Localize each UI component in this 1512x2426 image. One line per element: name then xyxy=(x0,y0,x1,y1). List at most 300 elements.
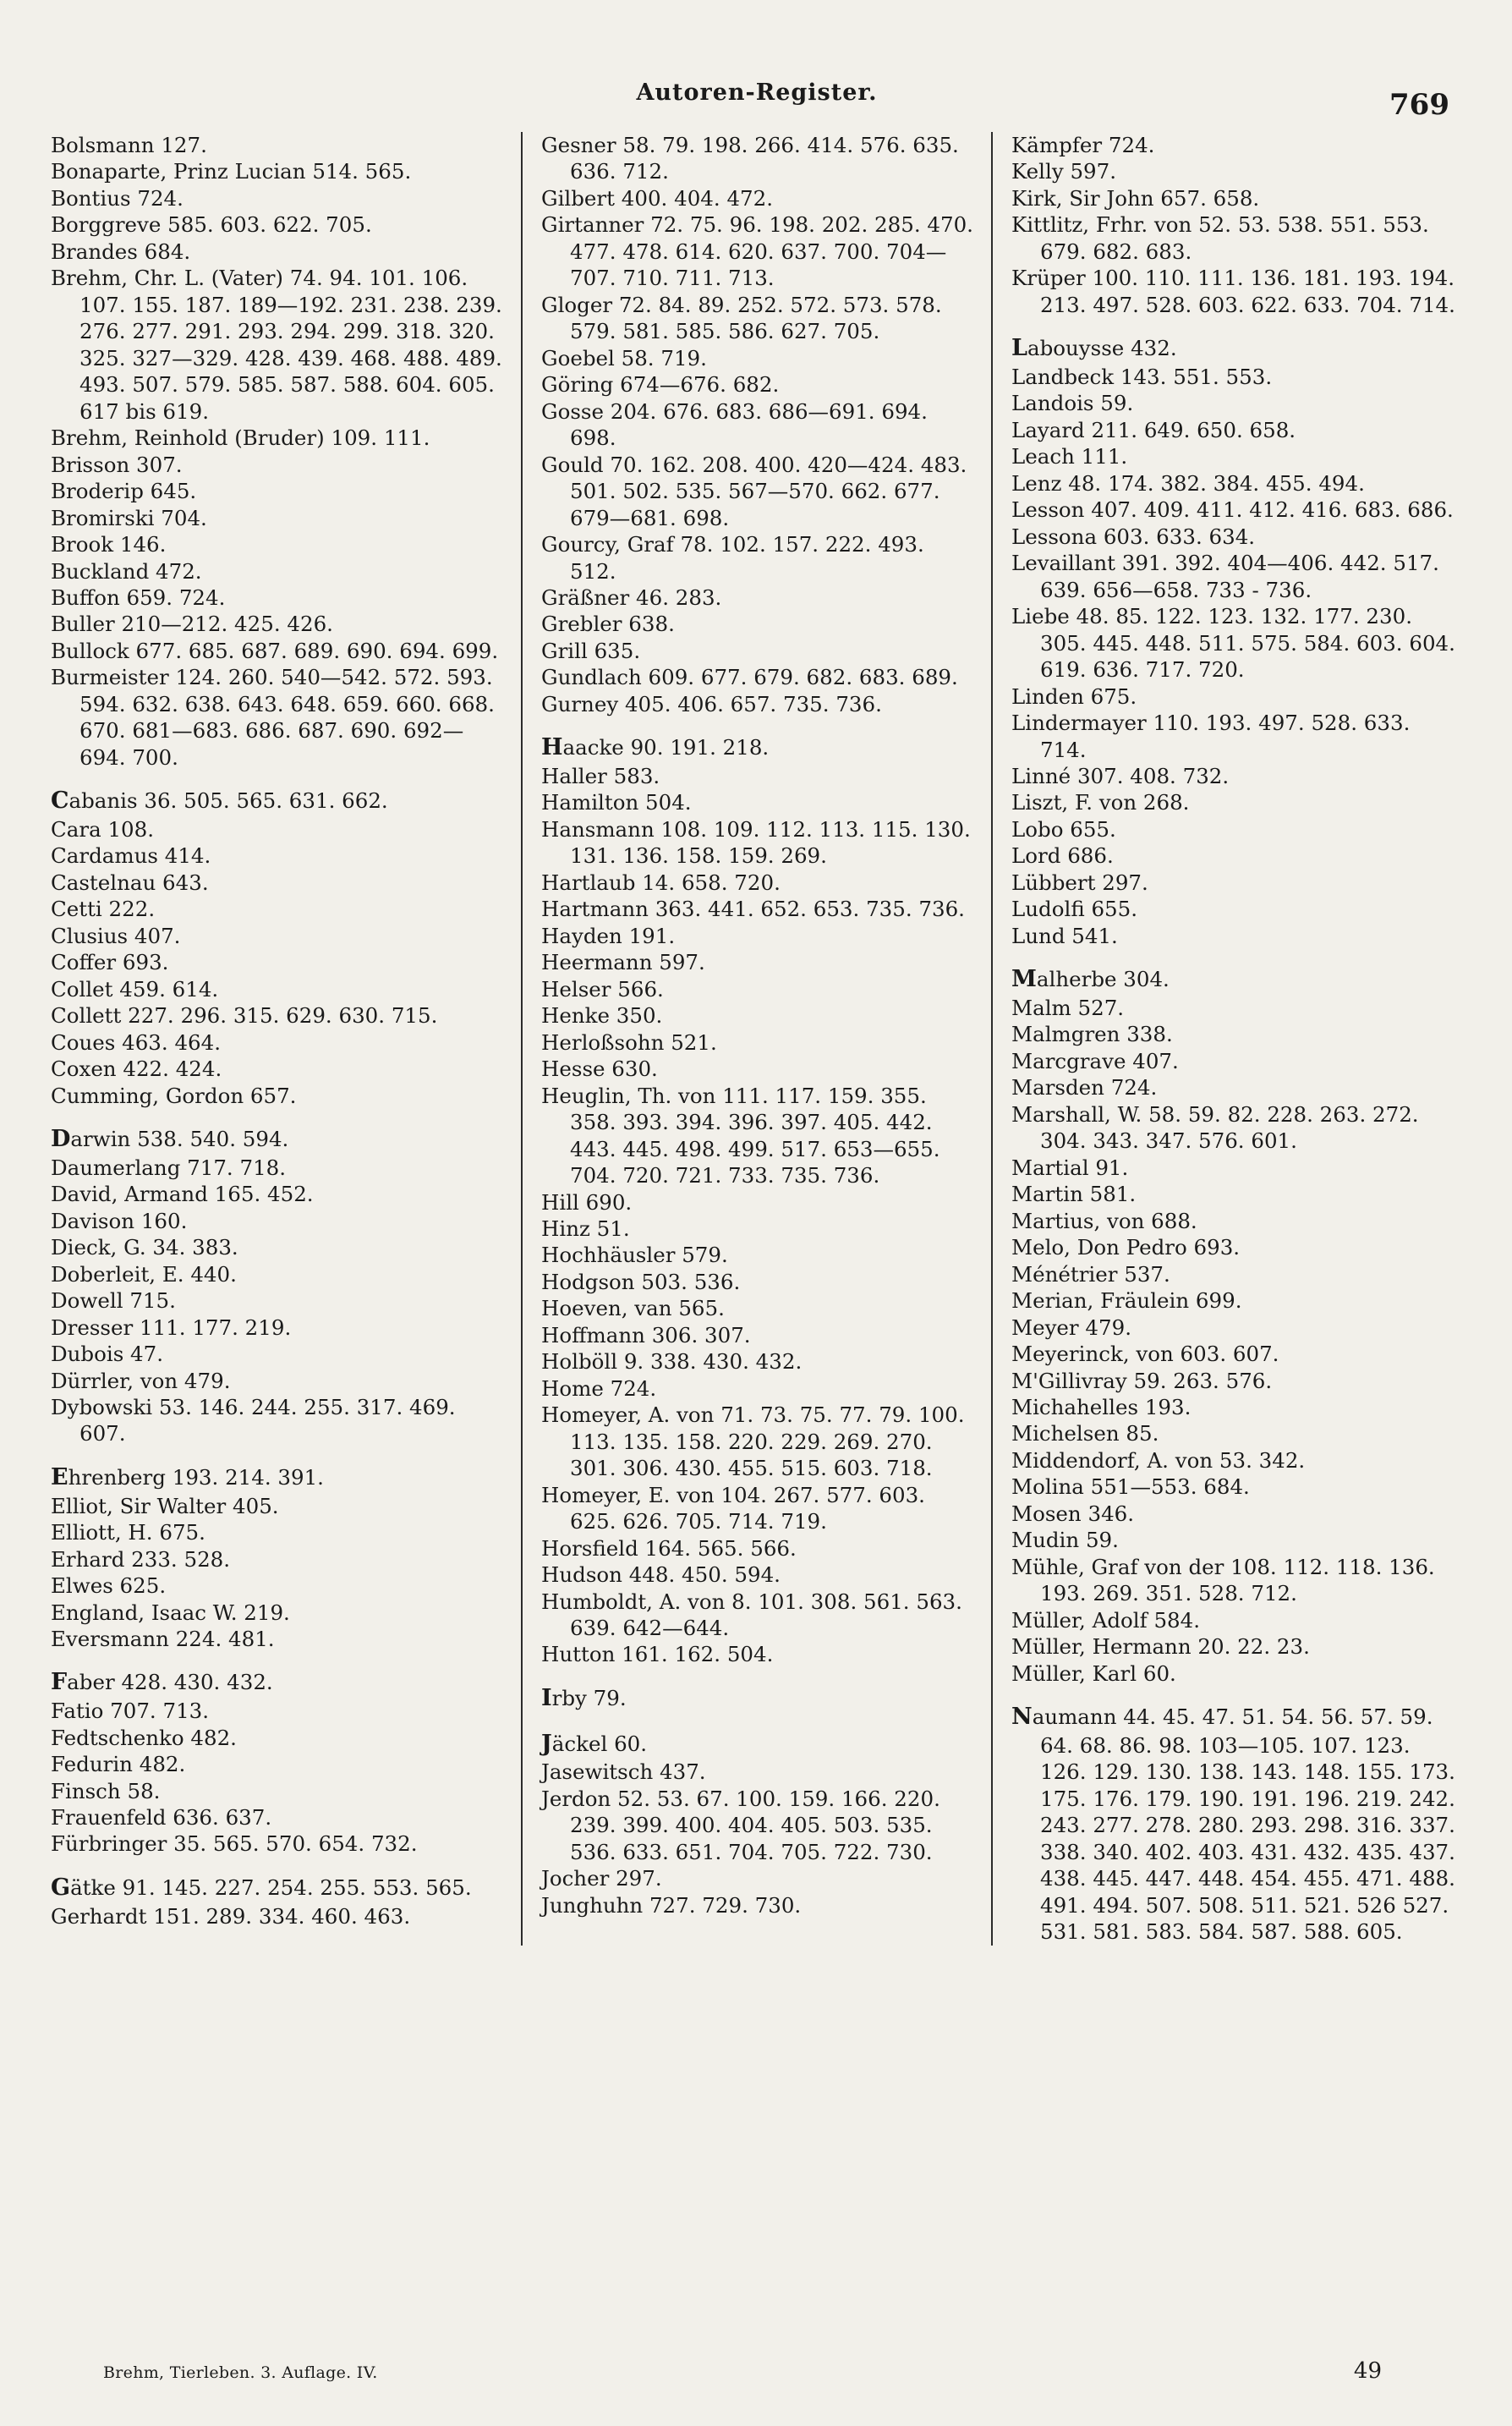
page-number: 769 xyxy=(1389,88,1449,122)
index-entry xyxy=(51,611,502,637)
entry-text: Mudin 59. xyxy=(1011,1528,1119,1553)
index-entry xyxy=(541,1535,974,1562)
entry-text: Eversmann 224. 481. xyxy=(51,1626,275,1651)
index-entry xyxy=(1011,1474,1461,1500)
entry-text: Dieck, G. 34. 383. xyxy=(51,1235,238,1260)
index-entry xyxy=(1011,390,1461,416)
entry-text: Göring 674—676. 682. xyxy=(541,372,780,398)
index-entry xyxy=(1011,789,1461,815)
entry-text: Hutton 161. 162. 504. xyxy=(541,1642,774,1667)
index-entry xyxy=(51,452,502,478)
index-entry xyxy=(541,1242,974,1268)
entry-text: Hartlaub 14. 658. 720. xyxy=(541,870,781,895)
index-entry xyxy=(51,870,502,896)
page-content xyxy=(51,59,1463,2384)
index-entry xyxy=(51,1519,502,1545)
entry-text: Girtanner 72. 75. 96. 198. 202. 285. 470. 477. 478. 614. 620. 637. 700. 704—707. 710. 711. 713. xyxy=(541,212,980,291)
index-entry xyxy=(541,949,974,975)
entry-text: Kämpfer 724. xyxy=(1011,133,1155,157)
index-entry xyxy=(541,345,974,371)
index-entry xyxy=(541,1322,974,1348)
index-entry xyxy=(541,1216,974,1242)
entry-text: Brandes 684. xyxy=(51,239,191,264)
entry-text: Coues 463. 464. xyxy=(51,1029,222,1055)
entry-text: Haller 583. xyxy=(541,764,660,788)
entry-text: Buckland 472. xyxy=(51,558,202,584)
entry-text: Broderip 645. xyxy=(51,479,197,504)
index-entry xyxy=(51,1394,502,1447)
entry-text: Holböll 9. 338. 430. 432. xyxy=(541,1349,803,1375)
index-entry xyxy=(1011,185,1461,211)
entry-initial: N xyxy=(1011,1704,1033,1731)
signature-mark: 49 xyxy=(1353,2358,1382,2384)
index-entry xyxy=(1011,497,1461,523)
entry-text: Leach 111. xyxy=(1011,444,1128,469)
index-entry xyxy=(541,1056,974,1082)
entry-text: Hamilton 504. xyxy=(541,790,692,815)
index-entry xyxy=(1011,683,1461,710)
entry-text: Liebe 48. 85. 122. 123. 132. 177. 230. 305. 445. 448. 511. 575. 584. 603. 604. 619. 636. 717. 720. xyxy=(1011,604,1462,683)
index-entry xyxy=(51,1261,502,1287)
entry-text: Horsfield 164. 565. 566. xyxy=(541,1535,797,1561)
index-entry xyxy=(1011,1021,1461,1047)
index-entry xyxy=(1011,417,1461,443)
index-entry xyxy=(541,1759,974,1785)
entry-text: Marsden 724. xyxy=(1011,1075,1158,1100)
entry-text: Frauenfeld 636. 637. xyxy=(51,1805,272,1830)
index-entry xyxy=(1011,265,1461,318)
entry-text: arwin 538. 540. 594. xyxy=(70,1127,289,1152)
entry-text: Meyer 479. xyxy=(1011,1315,1131,1340)
entry-text: Borggreve 585. 603. 622. 705. xyxy=(51,212,372,238)
entry-text: Heuglin, Th. von 111. 117. 159. 355. 358. 393. 394. 396. 397. 405. 442. 443. 445. 498. 499. 517. 653—655. 704. 720. 721. 733. 735. 736. xyxy=(541,1083,947,1188)
index-entry xyxy=(1011,211,1461,265)
entry-text: äckel 60. xyxy=(551,1731,648,1756)
entry-text: Gilbert 400. 404. 472. xyxy=(541,185,773,211)
index-entry xyxy=(51,1002,502,1029)
entry-text: Landois 59. xyxy=(1011,391,1134,416)
entry-text: Müller, Adolf 584. xyxy=(1011,1607,1201,1633)
index-entry xyxy=(1011,816,1461,843)
index-entry xyxy=(51,843,502,869)
entry-text: alherbe 304. xyxy=(1036,967,1170,992)
entry-initial: M xyxy=(1011,966,1037,993)
entry-text: Goebel 58. 719. xyxy=(541,345,707,370)
index-entry xyxy=(1011,896,1461,922)
entry-text: Hoffmann 306. 307. xyxy=(541,1322,751,1347)
index-entry xyxy=(51,1830,502,1857)
index-entry xyxy=(1011,158,1461,184)
index-entry xyxy=(1011,1394,1461,1420)
entry-text: Lund 541. xyxy=(1011,923,1118,948)
index-entry xyxy=(1011,1048,1461,1074)
entry-text: Lord 686. xyxy=(1011,843,1114,869)
entry-text: Doberleit, E. 440. xyxy=(51,1261,237,1287)
entry-text: Cetti 222. xyxy=(51,897,156,922)
entry-text: Gloger 72. 84. 89. 252. 572. 573. 578. 579. 581. 585. 586. 627. 705. xyxy=(541,292,949,344)
entry-text: Elwes 625. xyxy=(51,1573,167,1599)
entry-initial: H xyxy=(541,734,563,761)
index-entry xyxy=(541,1892,974,1918)
index-entry xyxy=(541,585,974,611)
index-entry xyxy=(51,158,502,184)
entry-text: Davison 160. xyxy=(51,1208,188,1233)
index-entry xyxy=(541,664,974,690)
index-entry xyxy=(541,1269,974,1295)
index-entry xyxy=(1011,763,1461,789)
index-entry xyxy=(51,558,502,585)
entry-text: Gould 70. 162. 208. 400. 420—424. 483. 501. 502. 535. 567—570. 662. 677. 679—681. 698. xyxy=(541,452,974,530)
entry-text: Martin 581. xyxy=(1011,1182,1137,1207)
entry-text: Martial 91. xyxy=(1011,1155,1129,1180)
entry-text: Marcgrave 407. xyxy=(1011,1048,1179,1073)
index-entry xyxy=(541,816,978,870)
entry-text: Ménétrier 537. xyxy=(1011,1261,1170,1287)
entry-text: Lessona 603. 633. 634. xyxy=(1011,524,1256,549)
index-entry xyxy=(541,1865,974,1891)
entry-text: Hartmann 363. 441. 652. 653. 735. 736. xyxy=(541,897,965,922)
index-entry xyxy=(1011,1501,1461,1527)
index-entry xyxy=(541,733,974,763)
entry-text: Linden 675. xyxy=(1011,683,1137,709)
entry-text: Linné 307. 408. 732. xyxy=(1011,764,1230,788)
entry-text: Jerdon 52. 53. 67. 100. 159. 166. 220. 239. 399. 400. 404. 405. 503. 535. 536. 633. 651. 704. 705. 722. 730. xyxy=(541,1786,947,1864)
entry-text: Bolsmann 127. xyxy=(51,133,207,157)
entry-text: Ludolfi 655. xyxy=(1011,897,1137,922)
index-entry xyxy=(51,923,502,949)
index-entry xyxy=(1011,364,1461,390)
index-entry xyxy=(541,1189,974,1216)
entry-text: Collett 227. 296. 315. 629. 630. 715. xyxy=(51,1003,438,1029)
index-entry xyxy=(1011,550,1461,603)
entry-text: Lenz 48. 174. 382. 384. 455. 494. xyxy=(1011,470,1365,496)
index-entry xyxy=(51,1626,502,1652)
index-entry xyxy=(51,1368,502,1394)
index-entry xyxy=(541,132,974,185)
entry-text: Herloßsohn 521. xyxy=(541,1029,717,1055)
index-entry xyxy=(541,1684,974,1714)
entry-text: Gräßner 46. 283. xyxy=(541,585,722,610)
entry-text: Dowell 715. xyxy=(51,1288,176,1314)
entry-text: aber 428. 430. 432. xyxy=(67,1670,273,1695)
index-entry xyxy=(1011,470,1461,497)
entry-text: David, Armand 165. 452. xyxy=(51,1182,314,1207)
index-entry xyxy=(541,896,974,922)
entry-text: Clusius 407. xyxy=(51,923,181,948)
index-entry xyxy=(51,211,502,238)
index-entry xyxy=(541,185,974,211)
entry-text: Hoeven, van 565. xyxy=(541,1296,725,1321)
entry-text: Hodgson 503. 536. xyxy=(541,1269,741,1294)
index-entry xyxy=(1011,1101,1461,1155)
index-entry xyxy=(1011,1633,1461,1660)
entry-text: Melo, Don Pedro 693. xyxy=(1011,1235,1241,1260)
entry-text: hrenberg 193. 214. 391. xyxy=(68,1464,324,1490)
entry-text: Brisson 307. xyxy=(51,452,183,477)
index-entry xyxy=(541,1029,974,1056)
entry-text: Gundlach 609. 677. 679. 682. 683. 689. xyxy=(541,665,958,690)
entry-text: Hinz 51. xyxy=(541,1216,630,1241)
entry-text: Fedtschenko 482. xyxy=(51,1725,237,1750)
index-entry xyxy=(1011,923,1461,949)
entry-text: Müller, Karl 60. xyxy=(1011,1660,1176,1686)
entry-text: Grill 635. xyxy=(541,638,641,663)
index-entry xyxy=(1011,334,1461,364)
entry-text: Cara 108. xyxy=(51,816,155,842)
index-entry xyxy=(541,1295,974,1321)
index-entry xyxy=(51,816,502,843)
index-entry xyxy=(1011,1420,1461,1446)
index-entry xyxy=(51,1573,502,1599)
index-entry xyxy=(1011,1368,1461,1394)
index-entry xyxy=(1011,1527,1461,1553)
entry-text: Molina 551—553. 684. xyxy=(1011,1474,1250,1500)
index-entry xyxy=(1011,995,1461,1021)
index-entry xyxy=(51,1804,502,1830)
index-entry xyxy=(541,1589,974,1642)
entry-text: Mosen 346. xyxy=(1011,1501,1135,1526)
index-entry xyxy=(541,1402,974,1481)
entry-text: Liszt, F. von 268. xyxy=(1011,790,1190,815)
index-entry xyxy=(1011,1287,1461,1314)
entry-text: Junghuhn 727. 729. 730. xyxy=(541,1892,802,1918)
entry-text: Kirk, Sir John 657. 658. xyxy=(1011,185,1260,211)
page-header xyxy=(51,59,1463,122)
index-entry xyxy=(541,789,974,815)
entry-text: Bullock 677. 685. 687. 689. 690. 694. 699. xyxy=(51,638,499,663)
entry-initial: D xyxy=(51,1126,71,1153)
index-entry xyxy=(541,371,974,398)
index-entry xyxy=(51,585,502,611)
index-entry xyxy=(51,505,502,531)
entry-initial: E xyxy=(51,1463,68,1490)
entry-text: Bonaparte, Prinz Lucian 514. 565. xyxy=(51,159,412,184)
index-entry xyxy=(1011,1554,1461,1607)
entry-text: Lobo 655. xyxy=(1011,816,1116,842)
footer-imprint: Brehm, Tierleben. 3. Auflage. IV. xyxy=(103,2363,378,2382)
entry-text: Jasewitsch 437. xyxy=(541,1759,706,1785)
index-entry xyxy=(541,763,974,789)
entry-initial: C xyxy=(51,788,69,815)
index-entry xyxy=(51,949,502,975)
entry-text: Brehm, Reinhold (Bruder) 109. 111. xyxy=(51,425,430,451)
index-entry xyxy=(1011,1607,1461,1633)
index-entry xyxy=(51,1874,502,1903)
index-column-1 xyxy=(51,132,521,1946)
index-entry xyxy=(51,1463,502,1493)
index-entry xyxy=(51,638,502,664)
entry-text: Henke 350. xyxy=(541,1003,663,1029)
index-entry xyxy=(1011,870,1461,896)
entry-text: Homeyer, A. von 71. 73. 75. 77. 79. 100. 113. 135. 158. 220. 229. 269. 270. 301. 306. 430. 455. 515. 603. 718. xyxy=(541,1402,972,1481)
entry-text: Hill 690. xyxy=(541,1189,633,1215)
entry-text: Krüper 100. 110. 111. 136. 181. 193. 194. 213. 497. 528. 603. 622. 633. 704. 714. xyxy=(1011,266,1461,317)
index-entry xyxy=(1011,1234,1461,1260)
index-entry xyxy=(1011,710,1461,763)
entry-text: Dubois 47. xyxy=(51,1342,164,1367)
entry-text: Malmgren 338. xyxy=(1011,1022,1173,1047)
index-entry xyxy=(51,1493,502,1519)
entry-text: Home 724. xyxy=(541,1375,657,1401)
index-entry xyxy=(1011,1447,1461,1474)
entry-text: Gosse 204. 676. 683. 686—691. 694. 698. xyxy=(541,398,934,451)
index-entry xyxy=(1011,443,1461,469)
index-entry xyxy=(541,1730,974,1759)
index-entry xyxy=(51,1056,502,1082)
entry-text: Dürrler, von 479. xyxy=(51,1368,231,1393)
index-entry xyxy=(51,1341,502,1367)
entry-text: Martius, von 688. xyxy=(1011,1208,1197,1233)
index-entry xyxy=(51,1668,502,1698)
entry-text: Layard 211. 649. 650. 658. xyxy=(1011,417,1296,442)
entry-text: abouysse 432. xyxy=(1027,336,1177,361)
entry-text: Hansmann 108. 109. 112. 113. 115. 130. 131. 136. 158. 159. 269. xyxy=(541,816,978,869)
entry-text: Cardamus 414. xyxy=(51,843,211,869)
entry-text: Grebler 638. xyxy=(541,612,675,637)
index-entry xyxy=(1011,132,1461,158)
entry-text: Michelsen 85. xyxy=(1011,1421,1159,1446)
index-entry xyxy=(541,691,974,717)
entry-text: aumann 44. 45. 47. 51. 54. 56. 57. 59. 64. 68. 86. 98. 103—105. 107. 123. 126. 129. 130. 138. 143. 148. 155. 173. 175. 176. 179. 190. 191. 196. 219. 242. 243. 277. 278. 280. 293. 298. 316. 337. 338. 340. 402. 403. 431. 432. 435. 437. 438. 445. 447. 448. 454. 455. 471. 488. 491. 494. 507. 508. 511. 521. 526 527. 531. 581. 583. 584. 587. 588. 605. xyxy=(1032,1704,1462,1945)
index-entry xyxy=(51,976,502,1002)
index-entry xyxy=(51,1029,502,1056)
entry-text: Fatio 707. 713. xyxy=(51,1699,210,1724)
index-entry xyxy=(51,896,502,922)
entry-text: Middendorf, A. von 53. 342. xyxy=(1011,1447,1306,1473)
entry-text: Hudson 448. 450. 594. xyxy=(541,1562,781,1588)
entry-text: Merian, Fräulein 699. xyxy=(1011,1288,1242,1314)
entry-text: rby 79. xyxy=(551,1685,627,1710)
entry-text: Finsch 58. xyxy=(51,1778,161,1803)
index-entry xyxy=(541,211,980,291)
index-entry xyxy=(1011,1660,1461,1687)
index-entry xyxy=(51,478,502,504)
index-entry xyxy=(1011,843,1461,869)
index-entry xyxy=(51,239,502,265)
index-entry xyxy=(541,870,974,896)
entry-text: Helser 566. xyxy=(541,976,664,1002)
entry-text: Müller, Hermann 20. 22. 23. xyxy=(1011,1634,1310,1660)
entry-text: Bontius 724. xyxy=(51,185,184,211)
entry-text: Landbeck 143. 551. 553. xyxy=(1011,364,1273,389)
entry-initial: G xyxy=(51,1874,71,1901)
entry-text: Hayden 191. xyxy=(541,923,676,948)
index-entry xyxy=(541,1375,974,1402)
index-entry xyxy=(51,132,502,158)
index-entry xyxy=(1011,1703,1461,1945)
entry-text: Hochhäusler 579. xyxy=(541,1243,728,1268)
index-entry xyxy=(1011,524,1461,550)
entry-text: Brehm, Chr. L. (Vater) 74. 94. 101. 106. 107. 155. 187. 189—192. 231. 238. 239. 276. 277. 291. 293. 294. 299. 318. 320. 325. 327—329. 428. 439. 468. 488. 489. 493. 507. 579. 585. 587. 588. 604. 605. 617 bis 619. xyxy=(51,266,509,424)
index-entry xyxy=(1011,1208,1461,1234)
index-column-2 xyxy=(521,132,991,1946)
entry-text: Fürbringer 35. 565. 570. 654. 732. xyxy=(51,1831,418,1857)
entry-text: Mühle, Graf von der 108. 112. 118. 136. 193. 269. 351. 528. 712. xyxy=(1011,1554,1442,1606)
entry-text: Erhard 233. 528. xyxy=(51,1546,231,1572)
entry-text: Coxen 422. 424. xyxy=(51,1057,222,1082)
entry-text: Daumerlang 717. 718. xyxy=(51,1155,287,1180)
entry-text: Michahelles 193. xyxy=(1011,1395,1192,1419)
index-entry xyxy=(1011,1261,1461,1287)
index-entry xyxy=(541,1562,974,1588)
index-entry xyxy=(51,1083,502,1109)
index-entry xyxy=(51,425,502,451)
index-columns xyxy=(51,132,1463,1946)
index-entry xyxy=(541,1786,974,1865)
index-entry xyxy=(51,787,502,816)
entry-text: Lindermayer 110. 193. 497. 528. 633. 714. xyxy=(1011,711,1417,762)
entry-text: Lübbert 297. xyxy=(1011,870,1148,895)
index-entry xyxy=(51,1600,502,1626)
index-entry xyxy=(51,185,502,211)
index-entry xyxy=(51,1903,502,1929)
index-entry xyxy=(541,1002,974,1029)
index-entry xyxy=(51,1315,502,1341)
entry-initial: F xyxy=(51,1669,68,1696)
index-entry xyxy=(51,1234,502,1260)
index-entry xyxy=(51,1208,502,1234)
index-entry xyxy=(1011,965,1461,995)
running-title: Autoren-Register. xyxy=(636,80,878,106)
index-entry xyxy=(51,1125,502,1155)
index-entry xyxy=(51,1287,502,1314)
index-entry xyxy=(1011,1181,1461,1207)
index-entry xyxy=(541,292,974,345)
entry-text: Homeyer, E. von 104. 267. 577. 603. 625. 626. 705. 714. 719. xyxy=(541,1482,932,1534)
entry-text: Brook 146. xyxy=(51,532,167,557)
index-entry xyxy=(51,1778,502,1804)
entry-text: Burmeister 124. 260. 540—542. 572. 593. 594. 632. 638. 643. 648. 659. 660. 668. 670. 681—683. 686. 687. 690. 692—694. 700. xyxy=(51,665,501,770)
index-entry xyxy=(541,976,974,1002)
entry-text: Jocher 297. xyxy=(541,1866,662,1891)
entry-text: Castelnau 643. xyxy=(51,870,209,895)
entry-text: Gurney 405. 406. 657. 735. 736. xyxy=(541,691,882,716)
index-column-3 xyxy=(991,132,1461,1946)
entry-text: Buffon 659. 724. xyxy=(51,585,226,610)
entry-text: Humboldt, A. von 8. 101. 308. 561. 563. 639. 642—644. xyxy=(541,1589,969,1640)
entry-text: Malm 527. xyxy=(1011,995,1125,1020)
entry-text: Meyerinck, von 603. 607. xyxy=(1011,1342,1279,1367)
entry-text: Gourcy, Graf 78. 102. 157. 222. 493. 512. xyxy=(541,532,931,584)
index-entry xyxy=(541,611,974,637)
index-entry xyxy=(51,1546,502,1573)
index-entry xyxy=(541,1641,974,1667)
entry-text: Marshall, W. 58. 59. 82. 228. 263. 272. 304. 343. 347. 576. 601. xyxy=(1011,1101,1426,1154)
index-entry xyxy=(1011,1341,1461,1367)
index-entry xyxy=(1011,1315,1461,1341)
entry-text: aacke 90. 191. 218. xyxy=(562,735,770,760)
entry-text: Levaillant 391. 392. 404—406. 442. 517. 639. 656—658. 733 - 736. xyxy=(1011,551,1446,602)
index-entry xyxy=(51,1181,502,1207)
index-entry xyxy=(1011,1155,1461,1181)
entry-text: Elliott, H. 675. xyxy=(51,1520,205,1545)
entry-text: Heermann 597. xyxy=(541,950,705,975)
entry-text: Elliot, Sir Walter 405. xyxy=(51,1493,279,1518)
entry-text: Gerhardt 151. 289. 334. 460. 463. xyxy=(51,1903,411,1929)
entry-initial: J xyxy=(541,1730,552,1757)
entry-text: Buller 210—212. 425. 426. xyxy=(51,612,333,637)
entry-text: Gesner 58. 79. 198. 266. 414. 576. 635. 636. 712. xyxy=(541,133,966,184)
index-entry xyxy=(541,1482,974,1535)
index-entry xyxy=(51,1155,502,1181)
index-entry xyxy=(51,1725,502,1751)
entry-text: Collet 459. 614. xyxy=(51,976,219,1002)
entry-text: ätke 91. 145. 227. 254. 255. 553. 565. xyxy=(70,1874,472,1900)
entry-initial: I xyxy=(541,1684,552,1711)
entry-text: England, Isaac W. 219. xyxy=(51,1600,290,1625)
entry-text: Kelly 597. xyxy=(1011,159,1116,184)
entry-text: Dresser 111. 177. 219. xyxy=(51,1315,292,1340)
